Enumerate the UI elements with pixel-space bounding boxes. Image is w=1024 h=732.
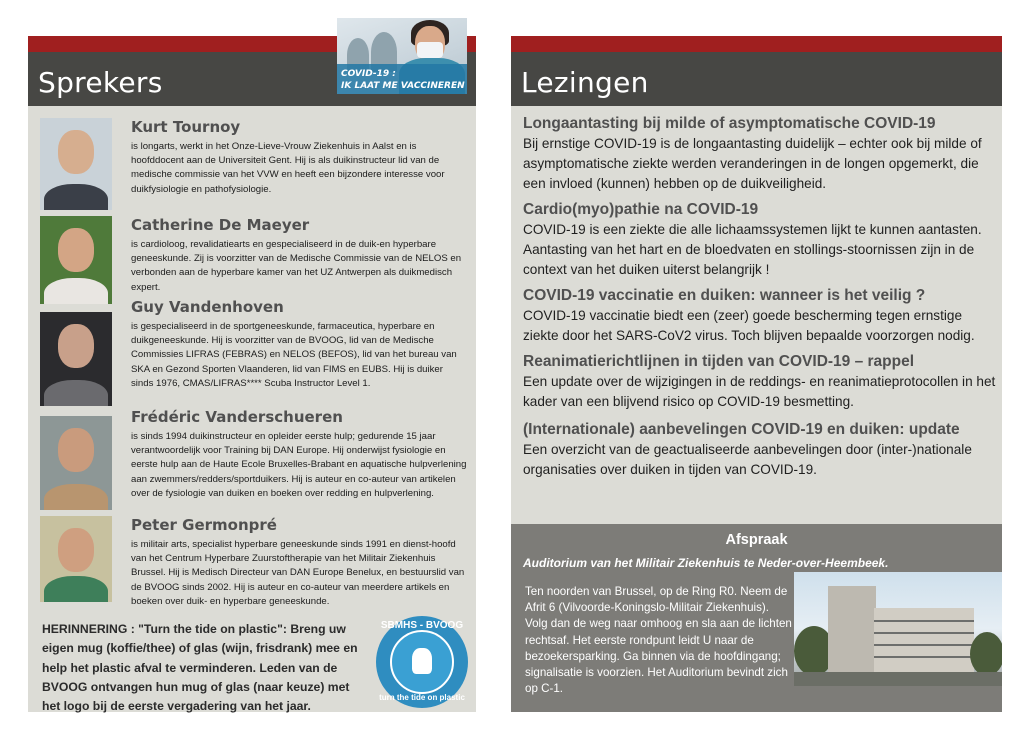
speaker-name: Kurt Tournoy <box>131 118 241 136</box>
promo-caption-line1: COVID-19 : <box>341 69 396 79</box>
bvoog-logo <box>376 616 468 708</box>
speaker-name: Frédéric Vanderschueren <box>131 408 343 426</box>
appointment-box <box>511 524 1002 712</box>
speaker-bio: is gespecialiseerd in de sportgeneeskunde, farmaceutica, hyperbare en duikgeneeskunde. Hij is voorzitter van de BVOOG, lid van de Medische Commissies LIFRAS (FEBRAS) en NELOS (BEFOS), lid van het bureau van SKA en Gezond Sporten Vlaanderen, lid van FIMS en EUBS. Hij is duiker sinds 1976, CMAS/LIFRAS**** Scuba Instructor Level 1. <box>131 321 457 389</box>
plastic-reminder: HERINNERING : "Turn the tide on plastic": Breng uw eigen mug (koffie/thee) of glas (wijn, frisdrank) mee en help het plastic afval te verminderen. Leden van de BVOOG ontvangen hun mug of glas (naar keuze) met het logo bij de eerste vergadering van het jaar. <box>42 622 358 714</box>
vaccination-promo-image <box>337 18 467 94</box>
lecture-text: Een overzicht van de geactualiseerde aanbevelingen door (inter-)nationale organisaties over duiken in tijden van COVID-19. <box>523 442 972 477</box>
speaker-photo <box>40 312 112 406</box>
lectures-panel <box>511 36 1002 712</box>
speaker-bio: is longarts, werkt in het Onze-Lieve-Vrouw Ziekenhuis in Aalst en is hoofddocent aan de Universiteit Gent. Hij is als duikinstructeur lid van de medische commissie van het VVW en heeft een bijzondere interesse voor duikfysiologie en pathofysiologie. <box>131 141 445 195</box>
lecture-text: COVID-19 vaccinatie biedt een (zeer) goede bescherming tegen ernstige ziekte door het SARS-CoV2 virus. Toch blijven bepaalde voorzorgen nodig. <box>523 308 975 343</box>
speakers-title: Sprekers <box>38 66 163 99</box>
speaker-bio: is sinds 1994 duikinstructeur en opleider eerste hulp; gedurende 15 jaar verantwoordelijk voor Training bij DAN Europe. Hij onderwijst fysiologie en eerste hulp aan de Haute Ecole Bruxelles-Brabant en aquatische hulpverlening aan zwemmers/redders/sportduikers. Hij is auteur en co-auteur van artikelen over de fysiologie van duiken en boeken over redding en hulpverlening. <box>131 431 467 499</box>
lectures-title: Lezingen <box>521 66 649 99</box>
diver-icon <box>412 648 432 674</box>
hospital-building-photo <box>794 572 1002 686</box>
lecture-item <box>523 420 999 480</box>
red-accent-bar <box>511 36 1002 52</box>
speaker-name: Peter Germonpré <box>131 516 277 534</box>
speaker-bio: is cardioloog, revalidatiearts en gespecialiseerd in de duik-en hyperbare geneeskunde. Zij is voorzitter van de Medische Commissie van de NELOS en verbonden aan de hyperbare kamer van het UZ Antwerpen als duikmedisch expert. <box>131 239 462 293</box>
speaker-photo <box>40 216 112 304</box>
lecture-item <box>523 286 999 346</box>
logo-top-text: SBMHS - BVOOG <box>380 620 464 631</box>
appointment-location: Auditorium van het Militair Ziekenhuis te Neder-over-Heembeek. <box>523 556 889 570</box>
speaker-name: Catherine De Maeyer <box>131 216 310 234</box>
speaker-name: Guy Vandenhoven <box>131 298 284 316</box>
speaker-bio: is militair arts, specialist hyperbare geneeskunde sinds 1991 en dienst-hoofd van het Centrum Hyperbare Zuurstoftherapie van het Militair Ziekenhuis Brussel. Hij is Medisch Directeur van DAN Europe Benelux, en bestuurslid van de BVOOG sinds 2002. Hij is auteur en co-auteur van meerdere artikels en boeken over duik- en hyperbare geneeskunde. <box>131 539 465 607</box>
logo-bottom-text: turn the tide on plastic <box>379 693 465 702</box>
speaker-photo <box>40 416 112 510</box>
lecture-title: Cardio(myo)pathie na COVID-19 <box>523 201 759 218</box>
lecture-title: Longaantasting bij milde of asymptomatische COVID-19 <box>523 115 936 132</box>
lecture-text: COVID-19 is een ziekte die alle lichaamssystemen lijkt te kunnen aantasten. Aantasting van het hart en de bloedvaten en stollings-stoornissen zijn in de context van het duiken uiterst belangrijk ! <box>523 222 982 277</box>
promo-caption-line2: IK LAAT ME VACCINEREN <box>341 81 465 91</box>
lecture-text: Bij ernstige COVID-19 is de longaantasting duidelijk – echter ook bij milde of asymptomatische ziekte werden veranderingen in de longen opgemerkt, die een invloed (kunnen) hebben op de duikveiligheid. <box>523 136 982 191</box>
appointment-heading: Afspraak <box>725 532 788 548</box>
appointment-directions: Ten noorden van Brussel, op de Ring R0. Neem de Afrit 6 (Vilvoorde-Koningslo-Militair Ziekenhuis). Volg dan de weg naar omhoog en sla aan de lichten rechtsaf. Het eerste rondpunt leidt U naar de bezoekersparking. Ga binnen via de hoofdingang; signalisatie is voorzien. Het Auditorium bevindt zich op C-1. <box>525 585 792 696</box>
lecture-item <box>523 200 999 279</box>
speakers-panel <box>28 36 476 712</box>
lecture-item <box>523 352 999 412</box>
lecture-title: Reanimatierichtlijnen in tijden van COVID-19 – rappel <box>523 353 915 370</box>
lecture-title: (Internationale) aanbevelingen COVID-19 en duiken: update <box>523 421 960 438</box>
lectures-title-bar <box>511 52 1002 106</box>
lecture-title: COVID-19 vaccinatie en duiken: wanneer is het veilig ? <box>523 287 926 304</box>
speaker-photo <box>40 516 112 602</box>
lecture-item <box>523 114 999 193</box>
speaker-photo <box>40 118 112 210</box>
lecture-text: Een update over de wijzigingen in de reddings- en reanimatieprotocollen in het kader van een blijvend risico op COVID-19 besmetting. <box>523 374 996 409</box>
